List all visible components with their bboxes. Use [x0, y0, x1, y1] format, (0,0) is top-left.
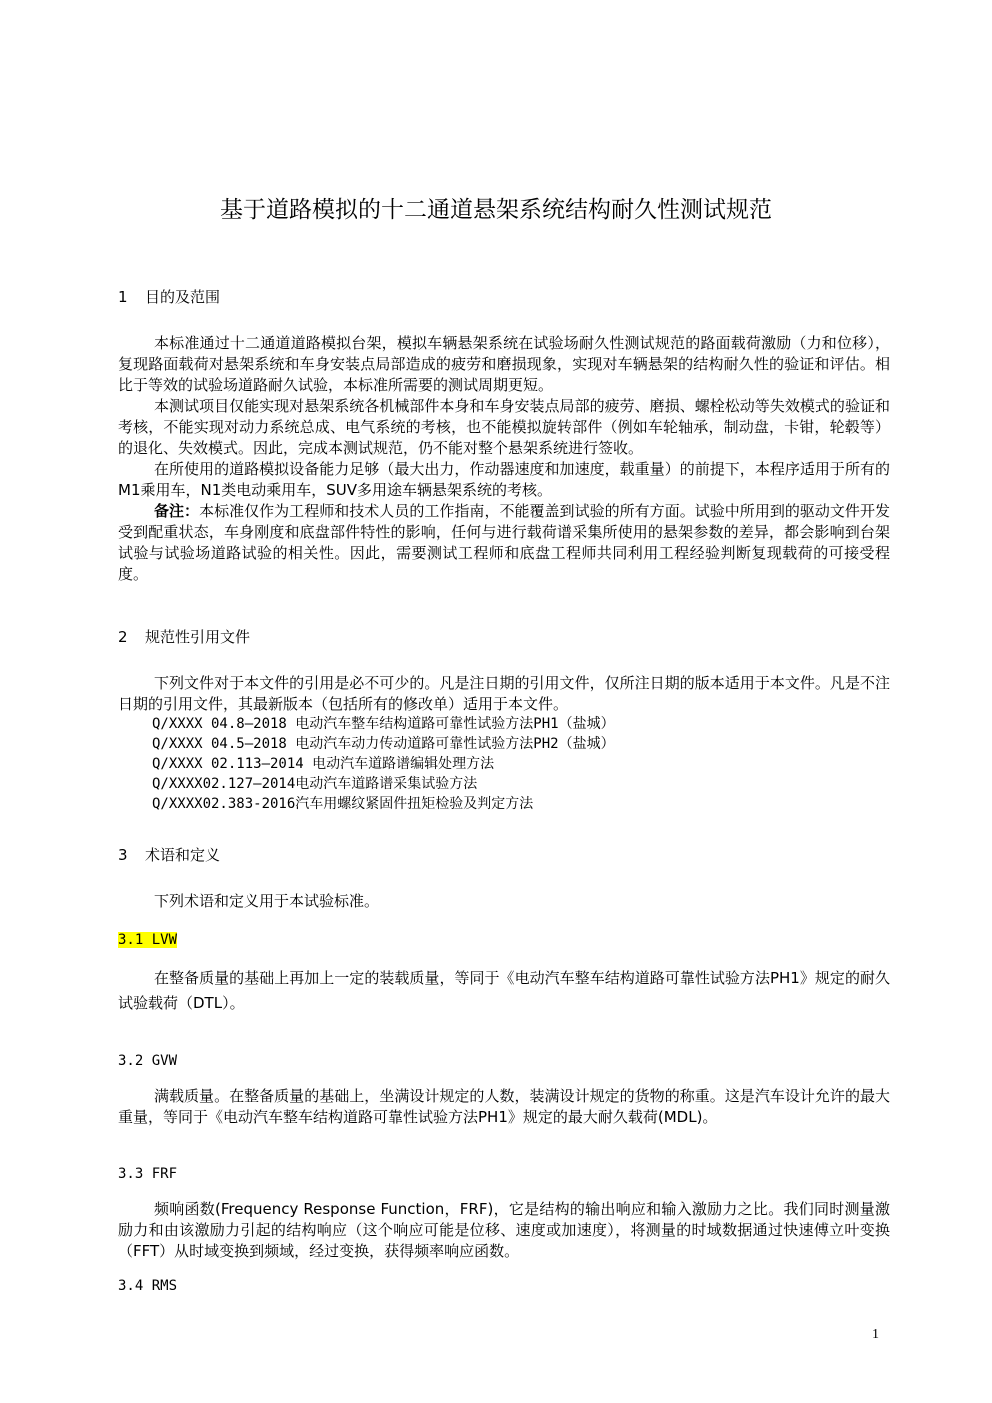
term-heading-lvw: [118, 929, 177, 951]
reference-item: Q/XXXX02.127—2014电动汽车道路谱采集试验方法: [152, 776, 478, 792]
paragraph: 在整备质量的基础上再加上一定的装载质量，等同于《电动汽车整车结构道路可靠性试验方法PH1》规定的耐久试验载荷（DTL）。: [118, 969, 890, 1012]
term-heading-gvw: 3.2 GVW: [118, 1053, 178, 1069]
document-title: 基于道路模拟的十二通道悬架系统结构耐久性测试规范: [220, 197, 772, 223]
section-3-intro: [118, 891, 890, 912]
section-number: 2: [118, 628, 128, 646]
reference-item: Q/XXXX 04.5—2018 电动汽车动力传动道路可靠性试验方法PH2（盐城）: [152, 736, 615, 752]
term-definition-lvw: [118, 966, 890, 1016]
paragraph: 下列文件对于本文件的引用是必不可少的。凡是注日期的引用文件，仅所注日期的版本适用于本文件。凡是不注日期的引用文件，其最新版本（包括所有的修改单）适用于本文件。: [118, 674, 890, 713]
paragraph: 频响函数(Frequency Response Function，FRF)，它是结构的输出响应和输入激励力之比。我们同时测量激励力和由该激励力引起的结构响应（这个响应可能是位移、速度或加速度），将测量的时域数据通过快速傅立叶变换（FFT）从时域变换到频域，经过变换，获得频率响应函数。: [118, 1200, 890, 1260]
paragraph: 在所使用的道路模拟设备能力足够（最大出力，作动器速度和加速度，载重量）的前提下，本程序适用于所有的M1乘用车，N1类电动乘用车，SUV多用途车辆悬架系统的考核。: [118, 460, 890, 499]
term-heading-rms: 3.4 RMS: [118, 1278, 178, 1294]
paragraph: 满载质量。在整备质量的基础上，坐满设计规定的人数，装满设计规定的货物的称重。这是汽车设计允许的最大重量，等同于《电动汽车整车结构道路可靠性试验方法PH1》规定的最大耐久载荷(MDL)。: [118, 1087, 890, 1126]
reference-item: Q/XXXX 02.113—2014 电动汽车道路谱编辑处理方法: [152, 756, 495, 772]
paragraph: 本测试项目仅能实现对悬架系统各机械部件本身和车身安装点局部的疲劳、磨损、螺栓松动等失效模式的验证和考核，不能实现对动力系统总成、电气系统的考核，也不能模拟旋转部件（例如车轮轴承，制动盘，卡钳，轮毂等）的退化、失效模式。因此，完成本测试规范，仍不能对整个悬架系统进行签收。: [118, 397, 890, 457]
paragraph: 下列术语和定义用于本试验标准。: [154, 892, 380, 910]
highlighted-term: 3.1 LVW: [118, 932, 178, 948]
paragraph: 本标准通过十二通道道路模拟台架，模拟车辆悬架系统在试验场耐久性测试规范的路面载荷激励（力和位移），复现路面载荷对悬架系统和车身安装点局部造成的疲劳和磨损现象，实现对车辆悬架的结构耐久性的验证和评估。相比于等效的试验场道路耐久试验，本标准所需要的测试周期更短。: [118, 334, 890, 394]
page-number: 1: [872, 1327, 879, 1342]
term-definition-frf: [118, 1199, 890, 1262]
term-heading-frf: 3.3 FRF: [118, 1166, 178, 1182]
section-title: 规范性引用文件: [145, 628, 251, 646]
section-title: 目的及范围: [145, 288, 221, 306]
note-text: 本标准仅作为工程师和技术人员的工作指南，不能覆盖到试验的所有方面。试验中所用到的驱动文件开发受到配重状态，车身刚度和底盘部件特性的影响，任何与进行载荷谱采集所使用的悬架参数的差异，都会影响到台架试验与试验场道路试验的相关性。因此，需要测试工程师和底盘工程师共同利用工程经验判断复现载荷的可接受程度。: [118, 502, 890, 583]
note-paragraph: [118, 501, 890, 585]
section-2-intro: [118, 673, 890, 715]
reference-list: [152, 714, 615, 814]
section-title: 术语和定义: [145, 846, 221, 864]
section-heading-1: [118, 286, 220, 308]
reference-item: Q/XXXX 04.8—2018 电动汽车整车结构道路可靠性试验方法PH1（盐城）: [152, 716, 615, 732]
term-definition-gvw: [118, 1086, 890, 1128]
reference-item: Q/XXXX02.383-2016汽车用螺纹紧固件扭矩检验及判定方法: [152, 796, 534, 812]
section-number: 1: [118, 288, 128, 306]
section-1-body: [118, 333, 890, 585]
section-heading-3: [118, 844, 220, 866]
note-label: 备注：: [154, 502, 200, 520]
section-number: 3: [118, 846, 128, 864]
section-heading-2: [118, 626, 250, 648]
